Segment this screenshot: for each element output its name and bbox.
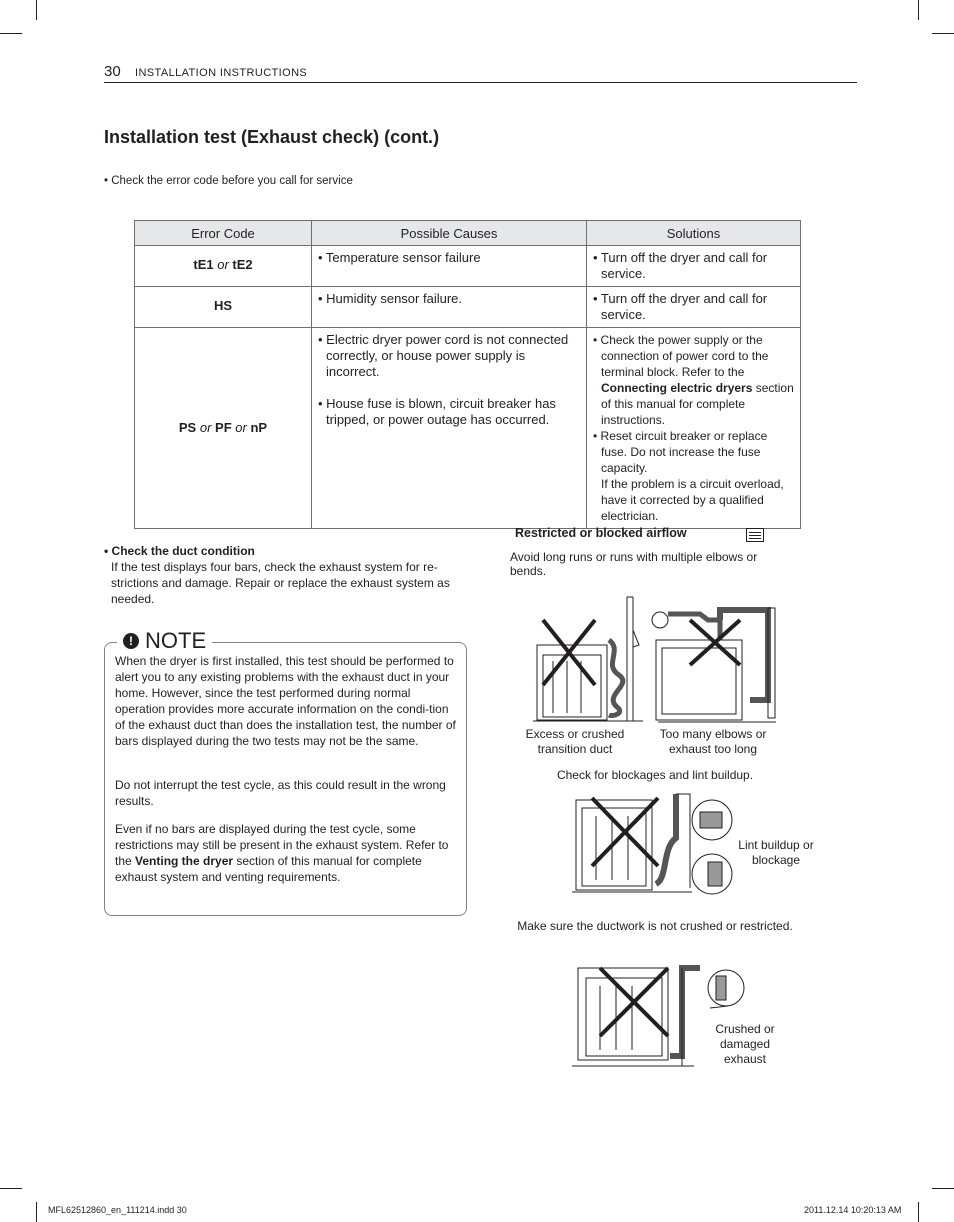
page-number: 30 <box>104 63 121 80</box>
caption-line: transition duct <box>537 742 613 756</box>
caption-line: exhaust <box>723 1052 767 1066</box>
table-row <box>135 328 801 529</box>
error-code: tE1 <box>193 257 214 272</box>
crop-mark <box>0 33 22 34</box>
figure-caption <box>515 727 635 757</box>
caption-line: Excess or crushed <box>525 727 625 741</box>
caption-line: exhaust too long <box>668 742 758 756</box>
caption-line: damaged <box>719 1037 771 1051</box>
solution-text-part: • Check the power supply or the connection of power cord to the terminal block. Refer to the <box>593 333 769 379</box>
solution-link-text: Connecting electric dryers <box>601 381 753 395</box>
crop-mark <box>932 33 954 34</box>
error-code: tE2 <box>232 257 253 272</box>
figure-caption <box>700 1022 790 1067</box>
cause-cell <box>312 328 587 529</box>
footer-filename: MFL62512860_en_111214.indd 30 <box>48 1205 187 1215</box>
or-text: or <box>199 420 212 435</box>
table-row <box>135 287 801 328</box>
or-text: or <box>235 420 247 435</box>
cause-text: • Temperature sensor failure <box>318 250 481 265</box>
cause-text: • Electric dryer power cord is not connected correctly, or house power supply is incorrect. <box>318 332 569 379</box>
note-paragraph: When the dryer is first installed, this test should be performed to alert you to any existing problems with the exhaust duct in your home. However, since the test performed during normal operation provides more accurate information on the condi-tion of the exhaust duct than does the installation test, the number of bars displayed during the two tests may not be the same. <box>115 654 456 748</box>
column-header: Error Code <box>135 221 312 246</box>
intro-text: • Check the error code before you call for service <box>104 175 353 187</box>
note-title <box>117 628 212 654</box>
page-title: Installation test (Exhaust check) (cont.) <box>104 127 440 147</box>
header-rule <box>104 82 857 83</box>
cause-cell <box>312 287 587 328</box>
display-bars-icon <box>746 528 764 542</box>
error-code: HS <box>213 298 233 313</box>
solution-cell <box>587 287 801 328</box>
column-header: Possible Causes <box>312 221 587 246</box>
airflow-heading: Restricted or blocked airflow <box>515 526 687 540</box>
crop-mark <box>0 1188 22 1189</box>
cause-cell <box>312 246 587 287</box>
solution-cell <box>587 246 801 287</box>
note-paragraph <box>115 821 459 885</box>
solution-text-part: section of this manual for complete instructions. <box>601 381 794 427</box>
table-row <box>135 246 801 287</box>
or-text: or <box>217 257 229 272</box>
excess-duct-illustration <box>533 595 648 725</box>
note-link-text: Venting the dryer <box>135 854 234 868</box>
crop-mark <box>918 1202 919 1222</box>
duct-body: If the test displays four bars, check the exhaust system for re-strictions and damage. Repair or replace the exhaust system as needed. <box>111 560 450 606</box>
error-code: nP <box>250 420 268 435</box>
caption-line: Too many elbows or <box>659 727 767 741</box>
figure-caption <box>728 838 824 868</box>
solution-text: If the problem is a circuit overload, have it corrected by a qualified electrician. <box>601 477 784 523</box>
solution-text <box>593 332 794 428</box>
caption-line: blockage <box>751 853 801 867</box>
exclamation-icon: ! <box>123 633 139 649</box>
too-many-elbows-illustration <box>650 600 780 726</box>
note-text-part: section of this manual for complete exhaust system and venting requirements. <box>115 854 422 884</box>
caption-line: Crushed or <box>715 1022 775 1036</box>
error-code: PS <box>178 420 197 435</box>
airflow-body: Avoid long runs or runs with multiple elbows or bends. <box>510 550 758 578</box>
cause-text: • House fuse is blown, circuit breaker has tripped, or power outage has occurred. <box>318 396 556 427</box>
caption-line: Lint buildup or <box>738 838 814 852</box>
solution-text: • Reset circuit breaker or replace fuse. Do not increase the fuse capacity. <box>593 429 768 475</box>
crop-mark <box>36 1202 37 1222</box>
note-text-part: Even if no bars are displayed during the test cycle, some restrictions may still be present in the exhaust system. Refer to the <box>115 822 449 868</box>
solution-text: • Turn off the dryer and call for service. <box>593 250 768 281</box>
cause-text: • Humidity sensor failure. <box>318 291 462 306</box>
lint-buildup-illustration <box>572 788 742 898</box>
solution-text: • Turn off the dryer and call for service. <box>593 291 768 322</box>
error-code: PF <box>215 420 232 435</box>
footer-timestamp: 2011.12.14 10:20:13 AM <box>804 1205 902 1215</box>
note-paragraph: Do not interrupt the test cycle, as this could result in the wrong results. <box>115 778 446 808</box>
check-blockages-text: Check for blockages and lint buildup. <box>556 768 754 782</box>
duct-heading: • Check the duct condition <box>104 544 255 558</box>
solution-cell <box>587 328 801 529</box>
table-header-row <box>135 221 801 246</box>
crop-mark <box>932 1188 954 1189</box>
column-header: Solutions <box>587 221 801 246</box>
ductwork-note-text: Make sure the ductwork is not crushed or restricted. <box>517 919 793 933</box>
section-header: INSTALLATION INSTRUCTIONS <box>135 67 308 79</box>
error-code-cell <box>135 328 312 529</box>
error-code-cell <box>135 246 312 287</box>
crop-mark <box>36 0 37 20</box>
crop-mark <box>918 0 919 20</box>
note-label: NOTE <box>145 628 207 653</box>
figure-caption <box>648 727 778 757</box>
error-code-cell <box>135 287 312 328</box>
error-code-table <box>134 220 801 529</box>
